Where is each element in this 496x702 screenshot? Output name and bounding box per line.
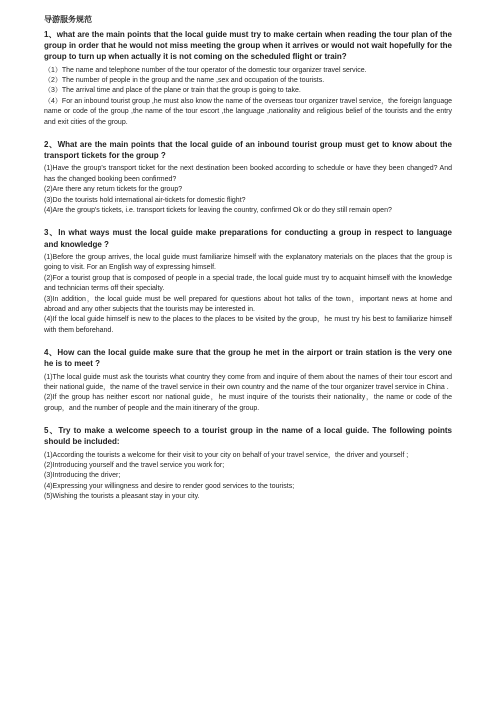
answer-3-3: (3)In addition，the local guide must be well prepared for questions about hot talks of the town，important news at home and abroad and any other subjects that the tourists may be interested in. (44, 295, 452, 313)
answer-2-3: (3)Do the tourists hold international air-tickets for domestic flight? (44, 196, 246, 204)
answer-1-3: （3）The arrival time and place of the plane or train that the group is going to take. (44, 87, 301, 95)
answer-1-1: （1）The name and telephone number of the tour operator of the domestic tour organizer travel service. (44, 66, 367, 74)
answer-5-2: (2)Introducing yourself and the travel service you work for; (44, 461, 225, 469)
answer-4-1: (1)The local guide must ask the tourists what country they come from and inquire of them about the names of their tour escort and their national guide，the name of the travel service in their own country and the name of the tour organizer travel service in China . (44, 373, 452, 391)
question-3: 3、In what ways must the local guide make preparations for conducting a group in respect to language and knowledge ? (44, 228, 452, 249)
answer-1-4: （4）For an inbound tourist group ,he must also know the name of the overseas tour organizer travel service，the foreign language name or code of the group ,the name of the tour escort ,the language ,nationality and religious belief of the tourists and the entry and exit cities of the group. (44, 97, 452, 126)
answer-5-1: (1)According the tourists a welcome for their visit to your city on behalf of your travel service，the driver and yourself ; (44, 451, 409, 459)
answer-3-4: (4)If the local guide himself is new to the places to the places to be visited by the group，he must try his best to familiarize himself with them beforehand. (44, 316, 452, 334)
answer-3-2: (2)For a tourist group that is composed of people in a special trade, the local guide must try to acquaint himself with the knowledge and technician terms off their specialty. (44, 274, 452, 293)
answer-4-2: (2)If the group has neither escort nor national guide，he must inquire of the tourists their nationality，the name or code of the group，and the number of people and the main itinerary of the group. (44, 394, 452, 412)
answer-1-2: （2）The number of people in the group and the name ,sex and occupation of the tourists. (44, 77, 325, 85)
section-2 (44, 139, 452, 216)
question-2: 2、What are the main points that the local guide of an inbound tourist group must get to know about the transport tickets for the group ? (44, 140, 452, 161)
answer-2-4: (4)Are the group's tickets, i.e. transport tickets for leaving the country, confirmed Ok or do they still remain open? (44, 207, 392, 215)
section-3 (44, 227, 452, 336)
answer-3-1: (1)Before the group arrives, the local guide must familiarize himself with the explanatory materials on the places that the group is going to visit. For an English way of expressing himself. (44, 253, 452, 272)
question-5: 5、Try to make a welcome speech to a tourist group in the name of a local guide. The following points should be included: (44, 426, 452, 447)
answer-2-1: (1)Have the group's transport ticket for the next destination been booked according to schedule or have they been changed? And has the changed booking been confirmed? (44, 165, 452, 183)
section-5 (44, 425, 452, 502)
section-4 (44, 347, 452, 414)
answer-5-3: (3)Introducing the driver; (44, 472, 121, 480)
question-4: 4、How can the local guide make sure that the group he met in the airport or train station is the very one he is to meet ? (44, 348, 452, 369)
answer-5-5: (5)Wishing the tourists a pleasant stay in your city. (44, 493, 200, 501)
answer-2-2: (2)Are there any return tickets for the group? (44, 186, 183, 194)
answer-5-4: (4)Expressing your willingness and desire to render good services to the tourists; (44, 482, 295, 490)
question-1: 1、what are the main points that the local guide must try to make certain when reading the tour plan of the group in order that he would not miss meeting the group when it arrives or would not wait hopefully for the group to turn up when actually it is not coming on the scheduled flight or train? (44, 30, 452, 62)
section-1 (44, 29, 452, 128)
document-title: 导游服务规范 (44, 15, 92, 24)
